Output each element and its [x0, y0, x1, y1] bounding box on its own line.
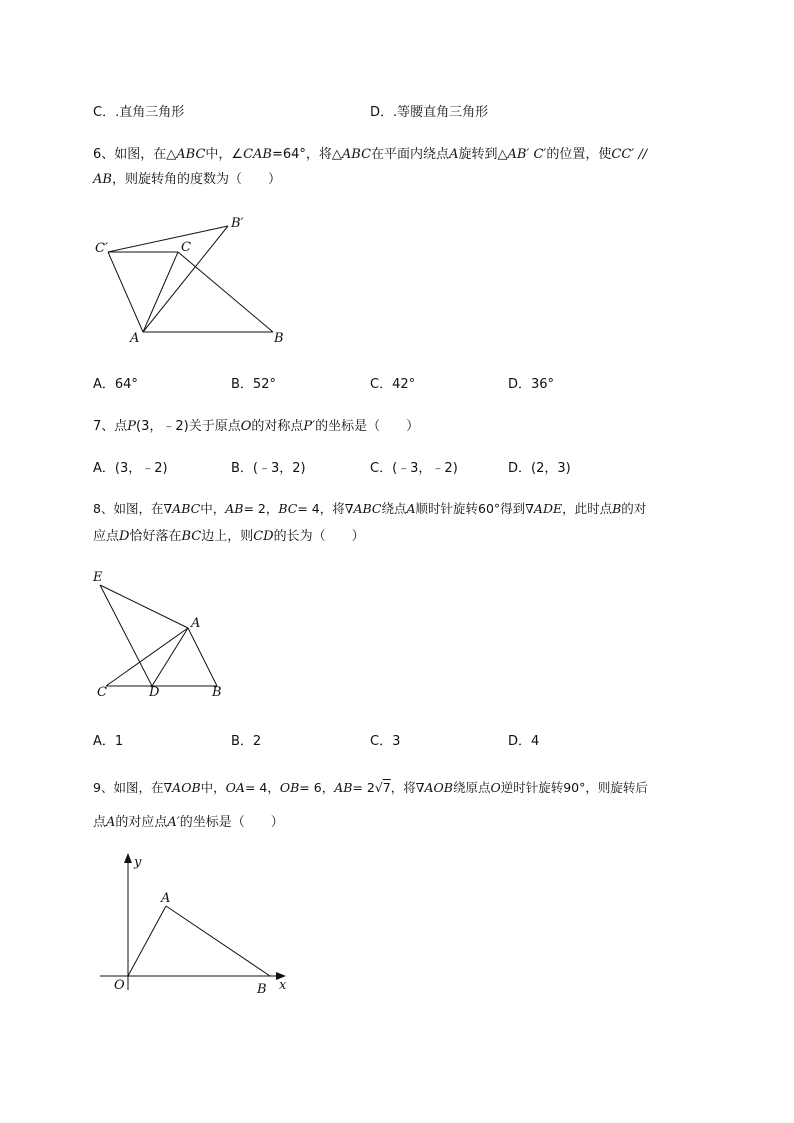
q5-option-d: D．.等腰直角三角形 — [370, 105, 489, 120]
math: P′ — [303, 419, 316, 434]
math: A — [106, 815, 116, 830]
q8-stem-line1 — [93, 499, 646, 517]
text: 的坐标是（ ） — [179, 815, 284, 830]
math: BC — [181, 529, 202, 544]
q9-y-arrow-icon — [124, 853, 132, 863]
math: ABC — [341, 147, 372, 162]
q9-label-x: x — [279, 978, 287, 993]
text: 恰好落在 — [129, 529, 182, 544]
text: 旋转到△ — [458, 147, 508, 162]
q9-label-b: B — [257, 982, 267, 997]
q8-label-b: B — [212, 685, 222, 700]
q6-seg-cb — [178, 252, 273, 332]
q6-label-c-prime: C′ — [95, 241, 108, 256]
q8-label-a: A — [191, 616, 201, 631]
q8-option-c: C．3 — [370, 734, 401, 749]
q7-option-c: C．(﹣3，﹣2) — [370, 461, 458, 476]
text: 点 — [93, 815, 107, 830]
text: 的对称点 — [251, 419, 304, 434]
math: ∇ADE — [525, 501, 563, 516]
text: = 2， — [243, 501, 279, 516]
math: ∇AOB — [163, 780, 201, 795]
math: OA — [225, 780, 245, 795]
q9-seg-ab — [166, 906, 270, 976]
math: ABC — [176, 147, 206, 162]
text: 中， — [200, 501, 226, 516]
text: 绕点 — [381, 501, 407, 516]
q8-seg-ab — [188, 628, 217, 686]
text: 9、如图，在 — [93, 780, 164, 795]
math: CAB — [243, 147, 272, 162]
q8-label-e: E — [93, 570, 103, 585]
q9-label-a: A — [161, 891, 171, 906]
text: 应点 — [93, 529, 120, 544]
q9-label-y: y — [134, 855, 142, 870]
math: CC′ // — [611, 147, 648, 162]
sqrt-icon: √ — [374, 780, 383, 795]
text: 6、如图，在△ — [93, 147, 177, 162]
text: 的坐标是（ ） — [315, 419, 420, 434]
q6-label-b-prime: B′ — [231, 216, 244, 231]
math: ∇ABC — [163, 501, 201, 516]
q9-label-o: O — [114, 978, 125, 993]
text: 的对应点 — [115, 815, 168, 830]
text: 8、如图，在 — [93, 501, 164, 516]
q6-option-d: D．36° — [508, 377, 555, 392]
math: AB — [334, 780, 353, 795]
text: = 4， — [244, 780, 280, 795]
text: 中，∠ — [205, 147, 244, 162]
text: 7、点 — [93, 419, 128, 434]
text: = 2 — [352, 780, 375, 795]
text: ，此时点 — [562, 501, 613, 516]
q6-seg-ac-prime — [108, 252, 143, 332]
q8-seg-ea — [100, 585, 188, 628]
q6-label-a: A — [130, 331, 140, 346]
q7-stem — [93, 415, 419, 434]
text: 中， — [200, 780, 226, 795]
text: 的对 — [621, 501, 647, 516]
q8-label-d: D — [149, 685, 160, 700]
text: 的长为（ ） — [273, 529, 365, 544]
q7-option-b: B．(﹣3，2) — [231, 461, 306, 476]
math: AB — [225, 501, 244, 516]
text: 逆时针旋转90°，则旋转后 — [500, 780, 648, 795]
math: B — [612, 501, 622, 516]
math: O — [240, 419, 252, 434]
q8-stem-line2 — [93, 525, 365, 544]
text: 边上，则 — [201, 529, 254, 544]
q8-seg-ed — [100, 585, 152, 686]
q5-option-c: C．.直角三角形 — [93, 105, 185, 120]
q8-option-a: A．1 — [93, 734, 124, 749]
q9-stem-line2 — [93, 811, 284, 830]
text: ，将 — [390, 780, 416, 795]
q9-stem-line1 — [93, 778, 648, 796]
text: 在平面内绕点 — [371, 147, 450, 162]
q9-seg-oa — [128, 906, 166, 976]
q7-option-d: D．(2，3) — [508, 461, 571, 476]
text: 顺时针旋转60°得到 — [415, 501, 526, 516]
text: (3，﹣2)关于原点 — [136, 419, 241, 434]
math: ∇AOB — [415, 780, 453, 795]
text: = 6， — [299, 780, 335, 795]
q8-seg-ad — [152, 628, 188, 686]
q6-seg-ac — [143, 252, 178, 332]
math: A — [449, 147, 459, 162]
math: A — [406, 501, 416, 516]
math: P — [127, 419, 137, 434]
text: = 4，将 — [297, 501, 345, 516]
q6-label-b: B — [274, 331, 284, 346]
text: 绕原点 — [452, 780, 491, 795]
text: =64°，将△ — [271, 147, 342, 162]
q6-label-c: C — [181, 240, 191, 255]
q8-label-c: C — [97, 685, 107, 700]
q7-option-a: A．(3，﹣2) — [93, 461, 168, 476]
math: CD — [253, 529, 274, 544]
math: OB — [279, 780, 300, 795]
math: ∇ABC — [344, 501, 382, 516]
q8-option-b: B．2 — [231, 734, 262, 749]
q6-option-a: A．64° — [93, 377, 138, 392]
math: AB′ C′ — [507, 147, 547, 162]
math: 7 — [382, 780, 391, 795]
math: BC — [278, 501, 298, 516]
math: A′ — [167, 815, 180, 830]
text: 的位置，使 — [546, 147, 612, 162]
q8-option-d: D．4 — [508, 734, 540, 749]
q6-option-c: C．42° — [370, 377, 416, 392]
math: O — [490, 780, 501, 795]
math: D — [119, 529, 130, 544]
math: AB — [93, 172, 112, 187]
q6-option-b: B．52° — [231, 377, 276, 392]
text: ，则旋转角的度数为（ ） — [111, 172, 281, 187]
